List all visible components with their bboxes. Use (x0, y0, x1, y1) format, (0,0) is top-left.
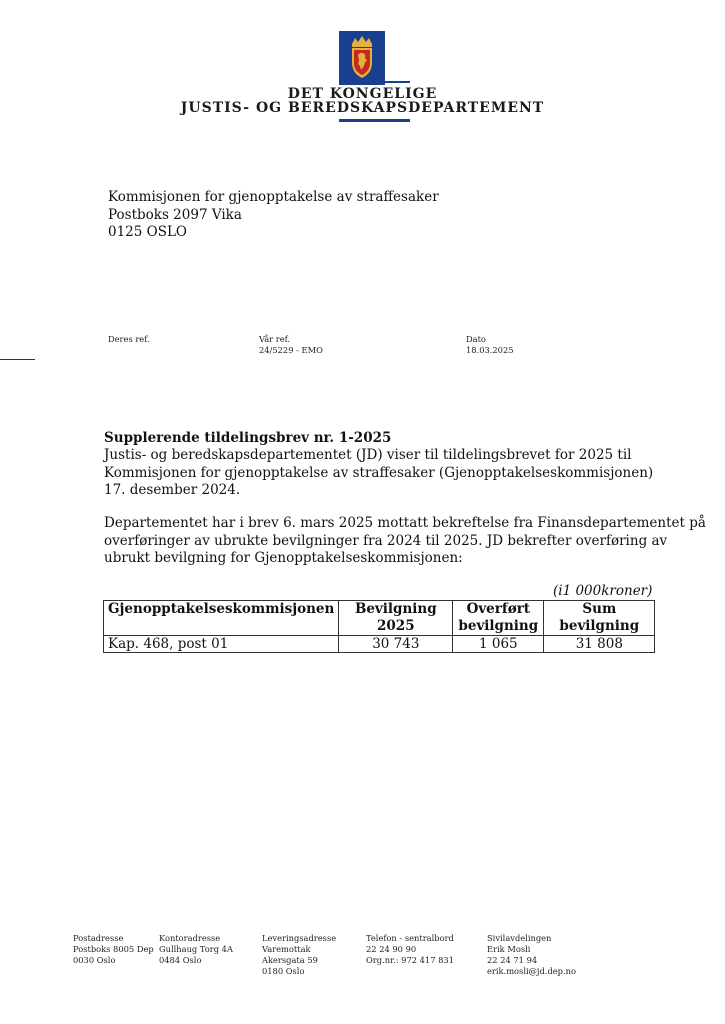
footer-line: Gullhaug Torg 4A (159, 944, 233, 954)
paragraph-line: Justis- og beredskapsdepartementet (JD) viser til tildelingsbrevet for 2025 til (104, 447, 632, 463)
footer-line: Leveringsadresse (262, 933, 337, 943)
header-text: Sum (582, 601, 617, 617)
footer-line: 0180 Oslo (262, 966, 305, 976)
footer-line: 0030 Oslo (73, 955, 116, 965)
table-row (104, 636, 655, 653)
coat-of-arms-logo (339, 31, 385, 85)
footer-line: Org.nr.: 972 417 831 (366, 955, 454, 965)
paragraph-line: overføringer av ubrukte bevilgninger fra 2024 til 2025. JD bekrefter overføring av (104, 532, 668, 549)
grant-table (103, 600, 655, 653)
paragraph-line: Departementet har i brev 6. mars 2025 mottatt bekreftelse fra Finansdepartementet på (104, 515, 706, 531)
header-text: bevilgning (458, 618, 539, 634)
header-text: Gjenopptakelseskommisjonen (108, 601, 335, 617)
recipient-city: 0125 OSLO (108, 224, 187, 240)
recipient-box: Postboks 2097 Vika (108, 206, 242, 223)
footer-line: Postboks 8005 Dep (73, 944, 154, 954)
footer-line: Varemottak (262, 944, 311, 954)
footer-line: 22 24 71 94 (487, 955, 538, 965)
date-value: 18.03.2025 (466, 345, 514, 355)
date-label: Dato (466, 334, 486, 344)
paragraph-2 (104, 515, 706, 568)
header-text: Overført (466, 601, 531, 617)
deres-ref (108, 334, 150, 345)
footer-line: Kontoradresse (159, 933, 221, 943)
table-header-row (104, 601, 655, 636)
cell-overfort: 1 065 (453, 636, 544, 653)
header-text: bevilgning (559, 618, 640, 634)
footer-leveringsadresse (262, 933, 336, 977)
footer-contact (487, 933, 576, 977)
var-ref-value: 24/5229 - EMO (259, 345, 323, 355)
cell-sum: 31 808 (544, 636, 655, 653)
footer-line: Telefon - sentralbord (366, 933, 454, 943)
department-name-line1: DET KONGELIGE (287, 86, 438, 102)
footer-kontoradresse (159, 933, 233, 966)
footer-line: 22 24 90 90 (366, 944, 417, 954)
recipient-address (108, 189, 439, 242)
date-ref (466, 334, 514, 356)
unit-note: (i1 000kroner) (553, 583, 653, 599)
header-text: Bevilgning (354, 601, 437, 617)
header-text: 2025 (377, 618, 415, 634)
paragraph-1 (104, 447, 664, 500)
lion-crest-icon (339, 31, 385, 85)
footer-line: 0484 Oslo (159, 955, 202, 965)
header-overfort (453, 601, 544, 636)
footer-line: Akersgata 59 (262, 955, 318, 965)
header-bevilgning-2025 (339, 601, 453, 636)
deres-ref-label: Deres ref. (108, 334, 150, 344)
paragraph-line: ubrukt bevilgning for Gjenopptakelseskommisjonen: (104, 550, 463, 566)
department-name-line2: JUSTIS- OG BEREDSKAPSDEPARTEMENT (180, 100, 545, 116)
header-sum (544, 601, 655, 636)
footer-email-link[interactable]: erik.mosli@jd.dep.no (487, 966, 576, 976)
footer-line: Sivilavdelingen (487, 933, 552, 943)
var-ref (259, 334, 323, 356)
header-rule-top (339, 81, 410, 83)
fold-mark (0, 359, 35, 360)
cell-bevilgning: 30 743 (339, 636, 453, 653)
header-commission (104, 601, 339, 636)
recipient-name: Kommisjonen for gjenopptakelse av straffesaker (108, 189, 439, 205)
footer-line: Postadresse (73, 933, 124, 943)
footer-postadresse (73, 933, 154, 966)
footer-telefon (366, 933, 454, 966)
paragraph-line: Kommisjonen for gjenopptakelse av straffesaker (Gjenopptakelseskommisjonen) (104, 464, 654, 481)
cell-kapittel: Kap. 468, post 01 (104, 636, 339, 653)
paragraph-line: 17. desember 2024. (104, 482, 241, 498)
header-rule-bottom (339, 119, 410, 122)
letter-title: Supplerende tildelingsbrev nr. 1-2025 (104, 430, 392, 446)
footer-line: Erik Mosli (487, 944, 531, 954)
var-ref-label: Vår ref. (259, 334, 291, 344)
